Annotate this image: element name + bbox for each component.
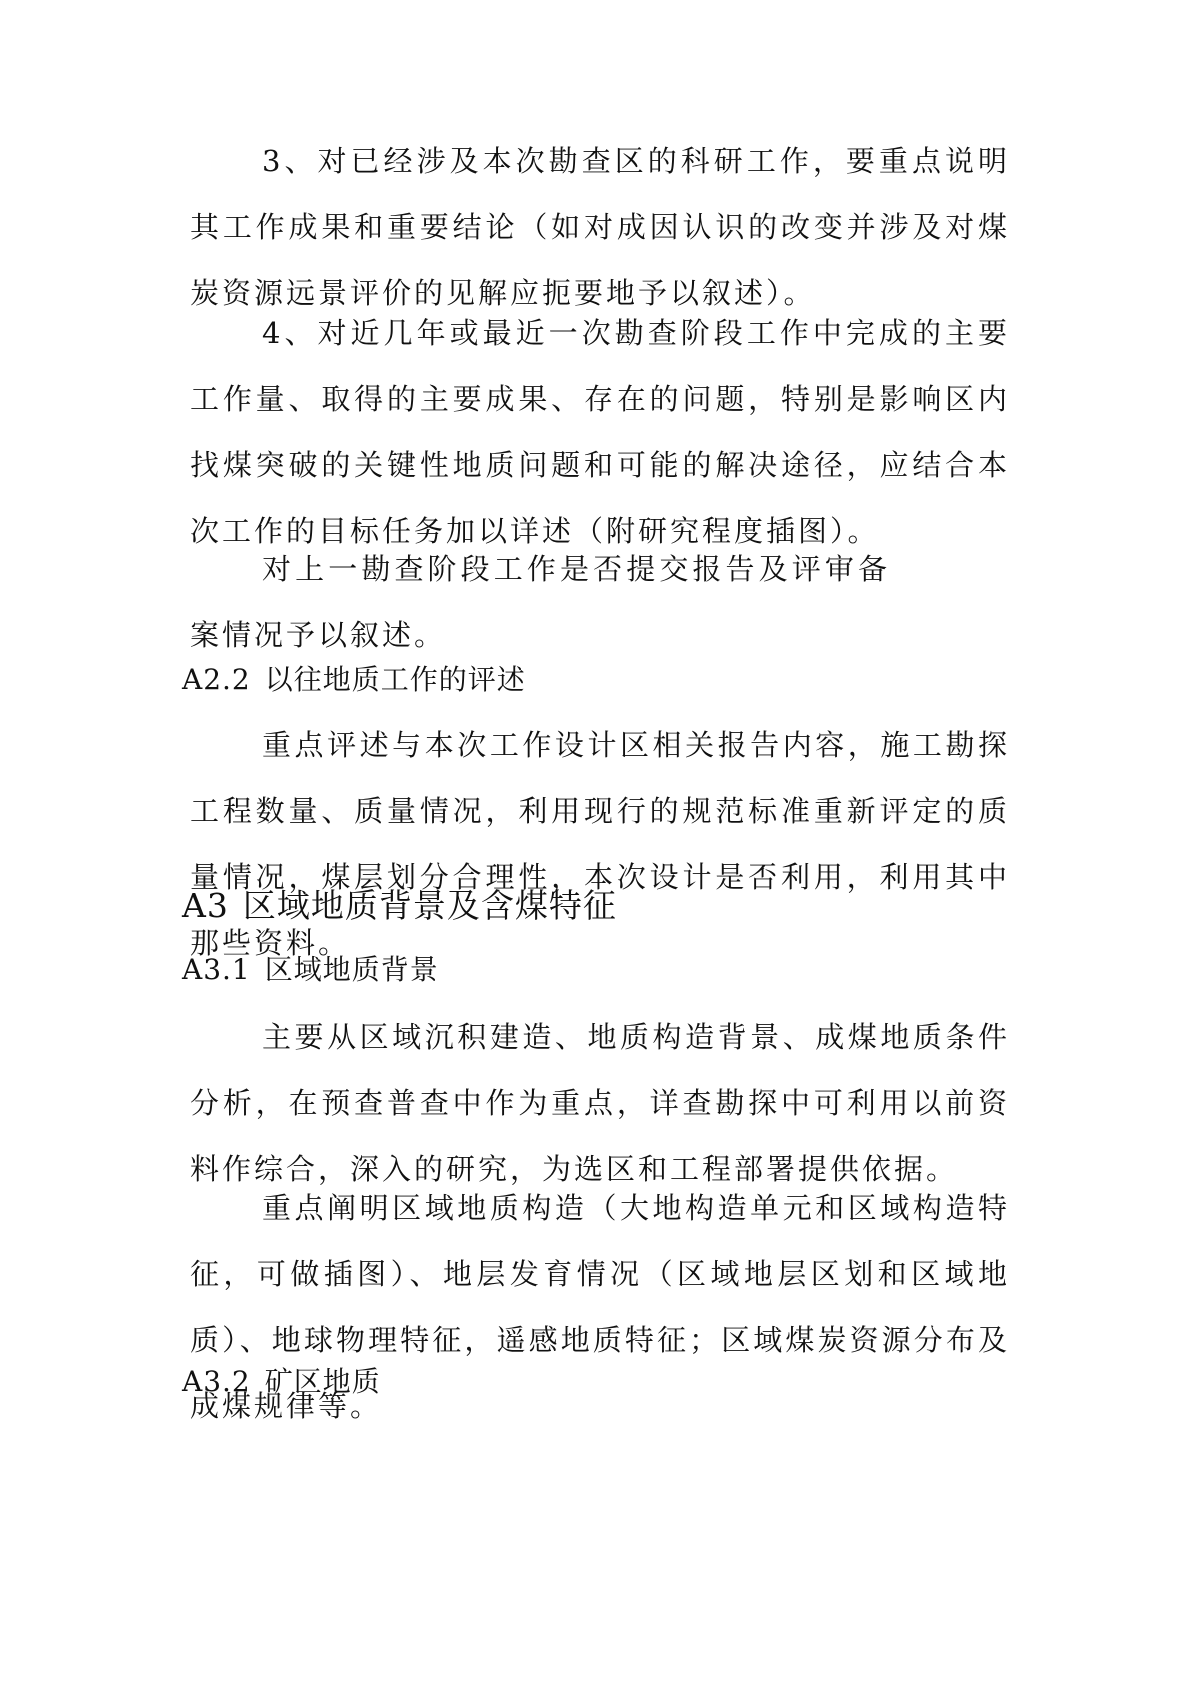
paragraph-recent-exploration: 4、对近几年或最近一次勘查阶段工作中完成的主要工作量、取得的主要成果、存在的问题，特别是影响区内找煤突破的关键性地质问题和可能的解决途径，应结合本次工作的目标任务加以详述（附研究程度插图）。	[190, 316, 1010, 548]
paragraph-regional-analysis: 主要从区域沉积建造、地质构造背景、成煤地质条件分析，在预查普查中作为重点，详查勘探中可利用以前资料作综合，深入的研究，为选区和工程部署提供依据。	[190, 1020, 1010, 1186]
section-title: 区域地质背景	[264, 953, 439, 986]
section-number: A3.2	[182, 1365, 251, 1398]
section-number: A2.2	[182, 663, 251, 696]
section-title: 矿区地质	[264, 1365, 381, 1398]
section-title: 以往地质工作的评述	[264, 663, 526, 696]
section-heading-a3-1	[182, 950, 1002, 990]
paragraph-report-submission: 对上一勘查阶段工作是否提交报告及评审备案情况予以叙述。	[190, 552, 890, 652]
paragraph-regional-structure: 重点阐明区域地质构造（大地构造单元和区域构造特征，可做插图）、地层发育情况（区域地层区划和区域地质）、地球物理特征，遥感地质特征；区域煤炭资源分布及成煤规律等。	[190, 1191, 1010, 1423]
section-heading-a3	[182, 884, 1002, 928]
section-title: 区域地质背景及含煤特征	[242, 886, 617, 925]
section-number: A3	[182, 886, 229, 925]
section-heading-a2-2	[182, 660, 1002, 700]
paragraph-review-reports: 重点评述与本次工作设计区相关报告内容，施工勘探工程数量、质量情况，利用现行的规范标准重新评定的质量情况，煤层划分合理性，本次设计是否利用，利用其中那些资料。	[190, 728, 1010, 960]
paragraph-research-work: 3、对已经涉及本次勘查区的科研工作，要重点说明其工作成果和重要结论（如对成因认识的改变并涉及对煤炭资源远景评价的见解应扼要地予以叙述）。	[190, 144, 1010, 310]
section-number: A3.1	[182, 953, 251, 986]
section-heading-a3-2	[182, 1362, 1002, 1402]
